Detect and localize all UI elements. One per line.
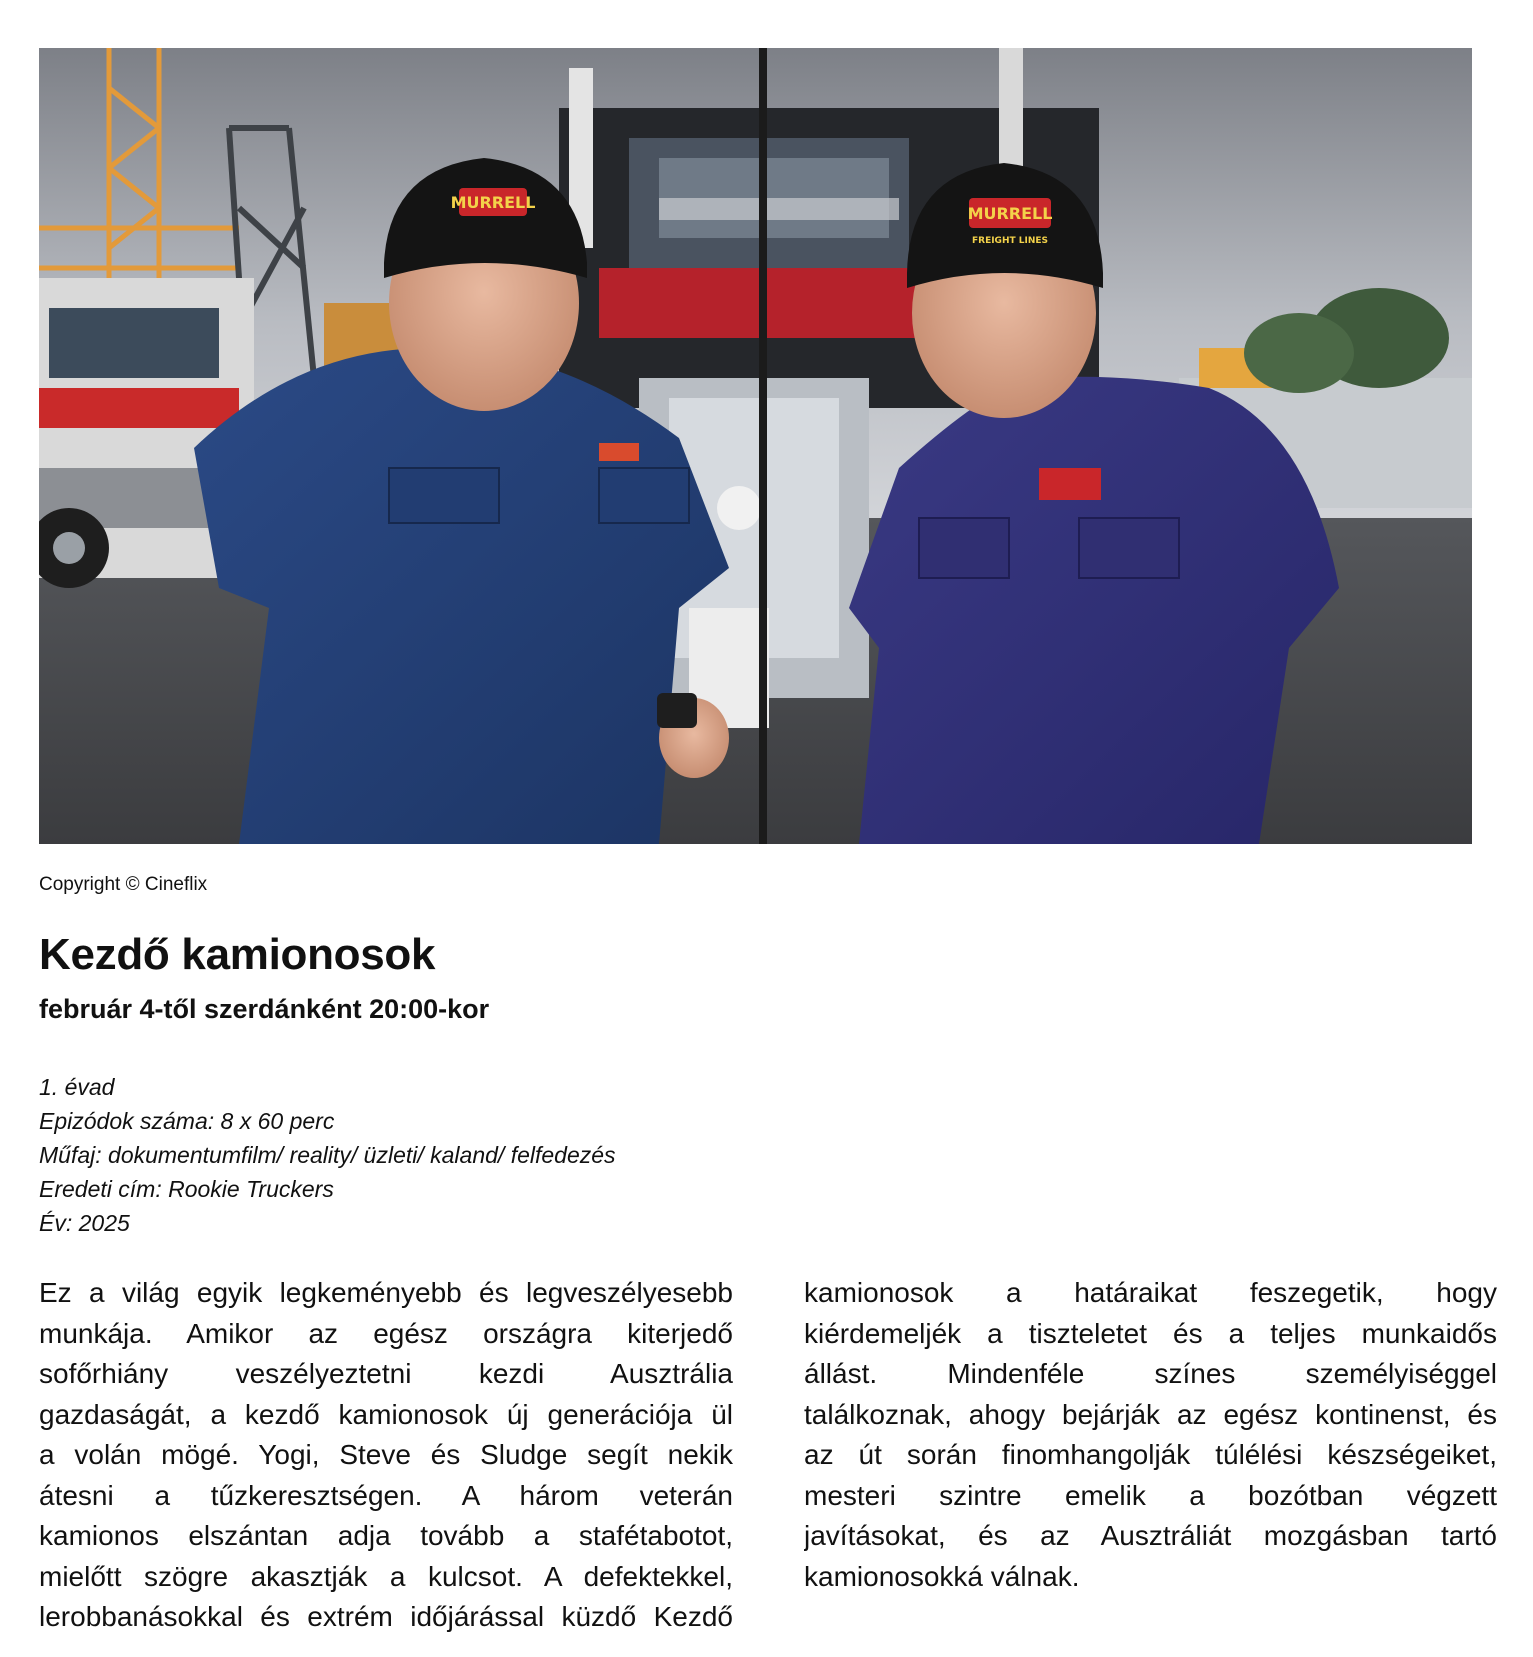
- description-column-right: [804, 1273, 1497, 1597]
- description-line: javításokat, és az Ausztráliát mozgásban tartó: [804, 1520, 1497, 1551]
- description-line: kamionos elszántan adja tovább a stafétabotot,: [39, 1520, 733, 1551]
- episodes-line: Epizódok száma: 8 x 60 perc: [39, 1108, 335, 1134]
- cap-logo-left: MURRELL: [450, 193, 536, 212]
- description-line: kamionosok a határaikat feszegetik, hogy: [804, 1277, 1497, 1308]
- description-line: mielőtt szögre akasztják a kulcsot. A defektekkel,: [39, 1560, 733, 1592]
- hero-photo-illustration: [39, 48, 1472, 844]
- description-line: lerobbanásokkal és extrém időjárással küzdő Kezdő: [39, 1601, 733, 1632]
- page-title: Kezdő kamionosok: [39, 930, 436, 979]
- description-line: átesni a tűzkeresztségen. A három veterán: [39, 1479, 733, 1511]
- description-line: találkoznak, ahogy bejárják az egész kontinenst, és: [804, 1398, 1497, 1430]
- description-line: Ez a világ egyik legkeményebb és legveszélyesebb: [39, 1277, 733, 1308]
- schedule-subtitle: február 4-től szerdánként 20:00-kor: [39, 994, 490, 1024]
- cap-logo-right: MURRELL: [967, 204, 1053, 223]
- description-line: mesteri szintre emelik a bozótban végzett: [804, 1479, 1497, 1511]
- description-line: a volán mögé. Yogi, Steve és Sludge segít nekik: [39, 1439, 733, 1470]
- genre-line: Műfaj: dokumentumfilm/ reality/ üzleti/ kaland/ felfedezés: [39, 1142, 616, 1168]
- description-column-left: [39, 1273, 733, 1638]
- description-line: sofőrhiány veszélyeztetni kezdi Ausztrália: [39, 1358, 733, 1389]
- original-title-line: Eredeti cím: Rookie Truckers: [39, 1176, 334, 1202]
- show-metadata: [39, 1070, 616, 1240]
- hero-photo: [39, 48, 1472, 844]
- description-line: gazdaságát, a kezdő kamionosok új generációja ül: [39, 1398, 733, 1430]
- description-line: az út során finomhangolják túlélési készségeiket,: [804, 1439, 1497, 1470]
- photo-copyright: Copyright © Cineflix: [39, 874, 208, 895]
- description-line: kiérdemeljék a tiszteletet és a teljes munkaidős: [804, 1317, 1497, 1349]
- season-line: 1. évad: [39, 1074, 115, 1100]
- cap-sub-right: FREIGHT LINES: [971, 236, 1049, 246]
- year-line: Év: 2025: [39, 1210, 130, 1236]
- description-line: kamionosokká válnak.: [804, 1560, 1080, 1592]
- description-line: munkája. Amikor az egész országra kiterjedő: [39, 1317, 733, 1349]
- description-line: állást. Mindenféle színes személyiséggel: [804, 1358, 1497, 1389]
